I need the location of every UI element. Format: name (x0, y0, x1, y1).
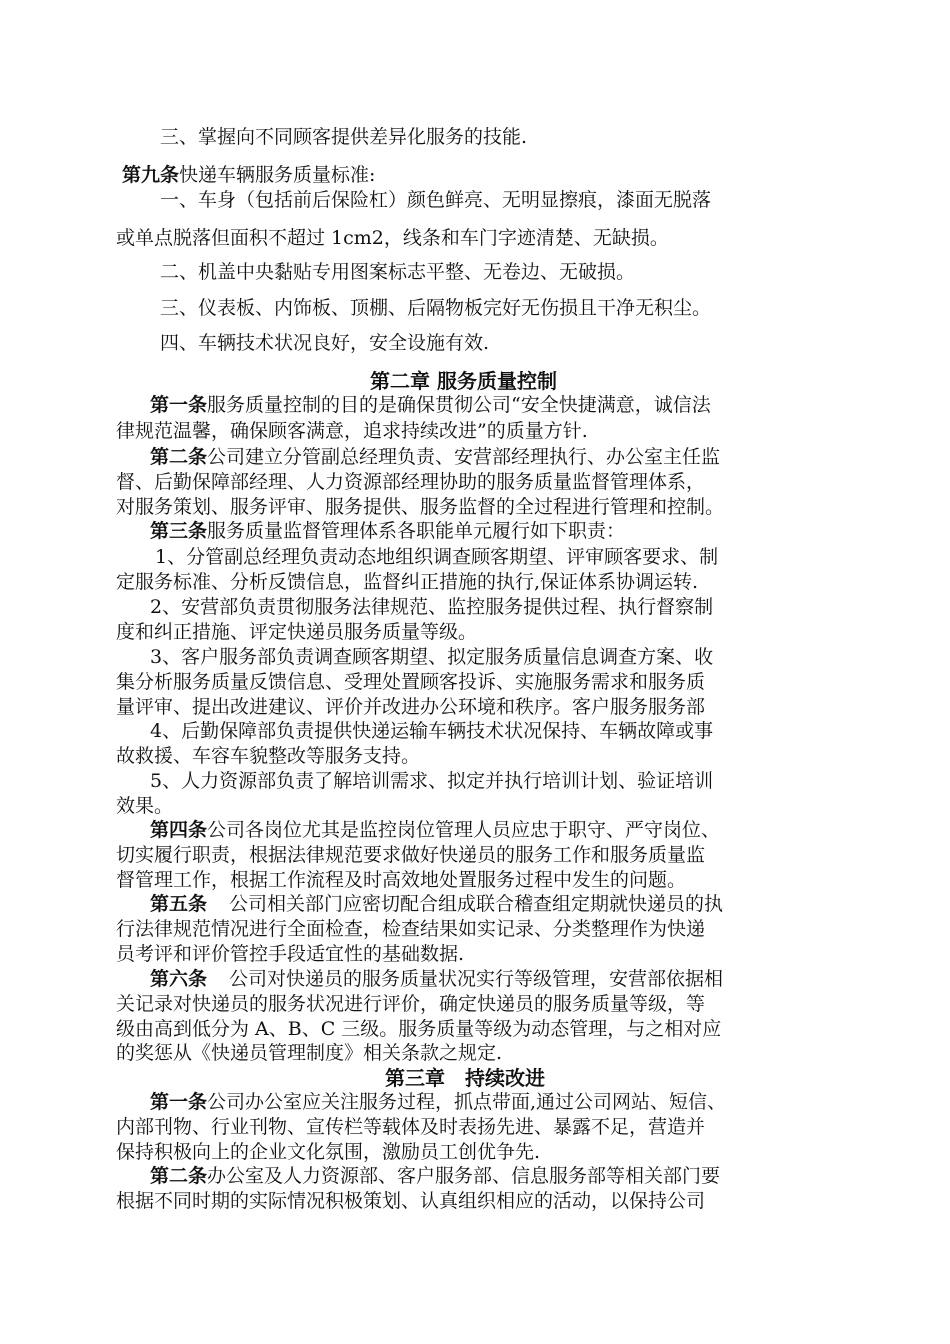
ch2-article-4-line-2: 切实履行职责，根据法律规范要求做好快递员的服务工作和服务质量监 (116, 844, 706, 866)
duty-4-line-2: 故救援、车容车貌整改等服务支持。 (116, 745, 421, 767)
article-text: 服务质量监督管理体系各职能单元履行如下职责： (207, 520, 626, 542)
vehicle-item-4: 四、车辆技术状况良好，安全设施有效. (160, 332, 490, 354)
vehicle-item-1-line-2: 或单点脱落但面积不超过 1cm2，线条和车门字迹清楚、无缺损。 (116, 227, 669, 249)
article-label: 第四条 (150, 819, 208, 841)
article-text: 公司建立分管副总经理负责、安营部经理执行、办公室主任监 (207, 446, 721, 468)
ch2-article-3-line-1 (150, 522, 625, 541)
ch2-article-1-line-1 (150, 396, 711, 415)
ch3-article-1-line-2: 内部刊物、行业刊物、宣传栏等载体及时表扬先进、暴露不足，营造并 (116, 1116, 706, 1138)
ch2-article-2-line-1 (150, 448, 720, 467)
ch2-article-2-line-3: 对服务策划、服务评审、服务提供、服务监督的全过程进行管理和控制。 (116, 496, 725, 518)
ch2-article-6-line-3: 级由高到低分为 A、B、C 三级。服务质量等级为动态管理，与之相对应 (116, 1018, 722, 1040)
duty-3-line-1: 3、客户服务部负责调查顾客期望、拟定服务质量信息调查方案、收 (150, 646, 714, 668)
article-text: 公司办公室应关注服务过程，抓点带面,通过公司网站、短信、 (207, 1091, 727, 1113)
article-text: 快递车辆服务质量标准: (179, 164, 376, 186)
article-label: 第一条 (150, 394, 208, 416)
ch2-article-2-line-2: 督、后勤保障部经理、人力资源部经理协助的服务质量监督管理体系， (116, 471, 706, 493)
article-text: 公司各岗位尤其是监控岗位管理人员应忠于职守、严守岗位、 (207, 819, 721, 841)
ch2-article-1-line-2: 律规范温馨，确保顾客满意，追求持续改进”的质量方针. (116, 420, 588, 442)
ch2-article-4-line-3: 督管理工作，根据工作流程及时高效地处置服务过程中发生的问题。 (116, 869, 687, 891)
duty-4-line-1: 4、后勤保障部负责提供快递运输车辆技术状况保持、车辆故障或事 (150, 720, 714, 742)
chapter-two-title: 第二章 服务质量控制 (370, 369, 557, 393)
duty-3-line-2: 集分析服务质量反馈信息、受理处置顾客投诉、实施服务需求和服务质 (116, 671, 706, 693)
ch2-article-6-line-1 (150, 970, 723, 989)
chapter-three-title: 第三章 持续改进 (385, 1066, 545, 1090)
article-text: 办公室及人力资源部、客户服务部、信息服务部等相关部门要 (207, 1165, 721, 1187)
article-label: 第五条 (150, 893, 208, 915)
duty-1-line-2: 定服务标准、分析反馈信息，监督纠正措施的执行,保证体系协调运转. (116, 571, 699, 593)
ch2-article-5-line-3: 员考评和评价管控手段适宜性的基础数据. (116, 943, 465, 965)
article-label: 第六条 (150, 968, 208, 990)
article-label: 第三条 (150, 520, 208, 542)
ch2-article-6-line-2: 关记录对快递员的服务状况进行评价，确定快递员的服务质量等级，等 (116, 993, 706, 1015)
vehicle-item-3: 三、仪表板、内饰板、顶棚、后隔物板完好无伤损且干净无积尘。 (160, 297, 712, 319)
article-text: 服务质量控制的目的是确保贯彻公司“安全快捷满意，诚信法 (207, 394, 711, 416)
ch3-article-1-line-1 (150, 1093, 726, 1112)
duty-5-line-1: 5、人力资源部负责了解培训需求、拟定并执行培训计划、验证培训 (150, 770, 714, 792)
ch2-article-6-line-4: 的奖惩从《快递员管理制度》相关条款之规定. (116, 1042, 503, 1064)
item-three-skills: 三、掌握向不同顾客提供差异化服务的技能. (160, 126, 528, 148)
article-nine (122, 166, 375, 185)
ch2-article-5-line-1 (150, 895, 723, 914)
ch2-article-5-line-2: 行法律规范情况进行全面检查，检查结果如实记录、分类整理作为快递 (116, 918, 706, 940)
article-label: 第二条 (150, 1165, 208, 1187)
article-label: 第二条 (150, 446, 208, 468)
ch3-article-2-line-1 (150, 1167, 720, 1186)
article-text: 公司相关部门应密切配合组成联合稽查组定期就快递员的执 (229, 893, 724, 915)
vehicle-item-2: 二、机盖中央黏贴专用图案标志平整、无卷边、无破损。 (160, 261, 636, 283)
duty-5-line-2: 效果。 (116, 795, 174, 817)
article-label: 第九条 (122, 164, 180, 186)
duty-3-line-3: 量评审、提出改进建议、评价并改进办公环境和秩序。客户服务服务部 (116, 696, 706, 718)
ch3-article-1-line-3: 保持积极向上的企业文化氛围，激励员工创优争先. (116, 1141, 541, 1163)
duty-1-line-1: 1、分管副总经理负责动态地组织调查顾客期望、评审顾客要求、制 (155, 546, 719, 568)
article-text: 公司对快递员的服务质量状况实行等级管理，安营部依据相 (229, 968, 724, 990)
ch3-article-2-line-2: 根据不同时期的实际情况积极策划、认真组织相应的活动，以保持公司 (116, 1190, 706, 1212)
vehicle-item-1-line-1: 一、车身（包括前后保险杠）颜色鲜亮、无明显擦痕，漆面无脱落 (160, 189, 712, 211)
article-label: 第一条 (150, 1091, 208, 1113)
duty-2-line-2: 度和纠正措施、评定快递员服务质量等级。 (116, 621, 478, 643)
ch2-article-4-line-1 (150, 821, 720, 840)
duty-2-line-1: 2、安营部负责贯彻服务法律规范、监控服务提供过程、执行督察制 (150, 596, 714, 618)
